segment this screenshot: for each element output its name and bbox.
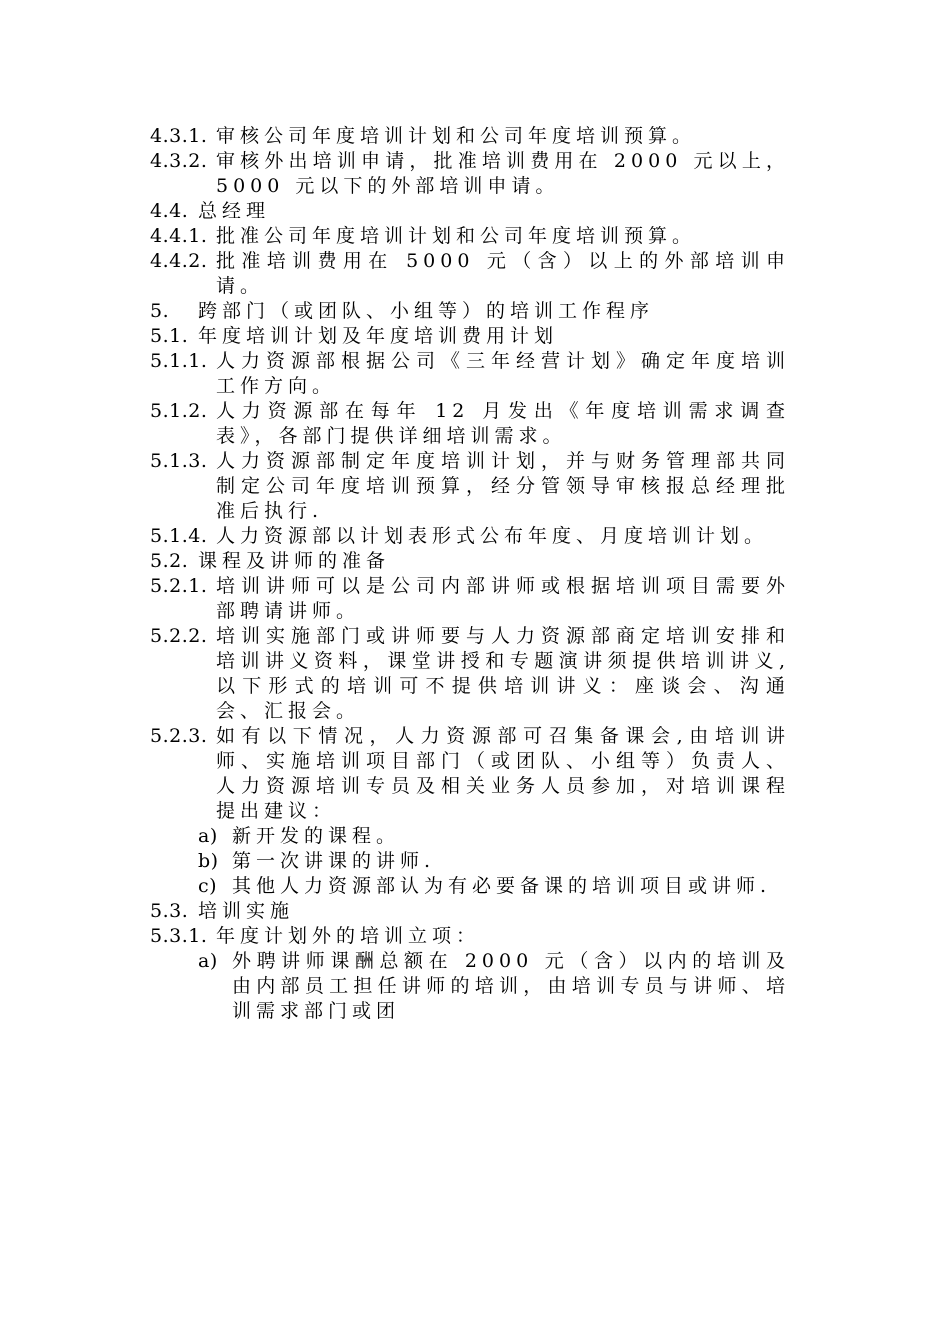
clause-4-4-2 — [150, 249, 790, 299]
section-title: 总经理 — [198, 200, 271, 222]
clause-5-3-1 — [150, 924, 790, 949]
section-number: 5.1. — [150, 325, 189, 347]
list-item-b — [150, 849, 790, 874]
clause-5-1-2 — [150, 399, 790, 449]
clause-number: 5.1.2. — [150, 400, 208, 422]
clause-4-3-1 — [150, 124, 790, 149]
list-item-c — [150, 874, 790, 899]
chapter-title: 跨部门（或团队、小组等）的培训工作程序 — [198, 300, 655, 322]
clause-5-1-1 — [150, 349, 790, 399]
clause-number: 5.2.3. — [150, 725, 208, 747]
section-5-1 — [150, 324, 790, 349]
list-item-a-2 — [150, 949, 790, 1024]
clause-5-2-3 — [150, 724, 790, 824]
section-title: 年度培训计划及年度培训费用计划 — [198, 325, 559, 347]
section-5-2 — [150, 549, 790, 574]
section-title: 培训实施 — [198, 900, 295, 922]
section-title: 课程及讲师的准备 — [198, 550, 391, 572]
document-body — [150, 124, 790, 1024]
clause-number: 5.3.1. — [150, 925, 208, 947]
clause-4-3-2 — [150, 149, 790, 199]
clause-text: 人力资源部以计划表形式公布年度、月度培训计划。 — [216, 525, 769, 547]
clause-number: 5.1.1. — [150, 350, 208, 372]
chapter-number: 5. — [150, 300, 170, 322]
clause-number: 5.1.3. — [150, 450, 208, 472]
clause-text: 人力资源部制定年度培训计划，并与财务管理部共同制定公司年度培训预算，经分管领导审核报总经理批准后执行. — [216, 450, 790, 522]
section-number: 4.4. — [150, 200, 189, 222]
clause-5-2-1 — [150, 574, 790, 624]
list-item-text: 新开发的课程。 — [232, 825, 401, 847]
clause-number: 5.2.1. — [150, 575, 208, 597]
clause-text: 如有以下情况，人力资源部可召集备课会,由培训讲师、实施培训项目部门（或团队、小组等）负责人、人力资源培训专员及相关业务人员参加，对培训课程提出建议： — [216, 725, 790, 822]
clause-number: 4.3.2. — [150, 150, 208, 172]
clause-5-1-3 — [150, 449, 790, 524]
list-marker: a) — [198, 825, 218, 847]
section-number: 5.2. — [150, 550, 189, 572]
list-marker: a) — [198, 950, 218, 972]
clause-text: 批准培训费用在 5000 元（含）以上的外部培训申请。 — [216, 250, 790, 297]
section-number: 5.3. — [150, 900, 189, 922]
list-item-a — [150, 824, 790, 849]
clause-4-4-1 — [150, 224, 790, 249]
clause-number: 5.2.2. — [150, 625, 208, 647]
clause-text: 培训实施部门或讲师要与人力资源部商定培训安排和培训讲义资料，课堂讲授和专题演讲须提供培训讲义,以下形式的培训可不提供培训讲义：座谈会、沟通会、汇报会。 — [216, 625, 790, 722]
clause-number: 4.4.2. — [150, 250, 208, 272]
list-item-text: 第一次讲课的讲师. — [232, 850, 436, 872]
clause-text: 审核公司年度培训计划和公司年度培训预算。 — [216, 125, 697, 147]
list-item-text: 外聘讲师课酬总额在 2000 元（含）以内的培训及由内部员工担任讲师的培训，由培训专员与讲师、培训需求部门或团 — [232, 950, 790, 1022]
clause-5-2-2 — [150, 624, 790, 724]
clause-5-1-4 — [150, 524, 790, 549]
clause-text: 人力资源部根据公司《三年经营计划》确定年度培训工作方向。 — [216, 350, 790, 397]
clause-text: 审核外出培训申请，批准培训费用在 2000 元以上，5000 元以下的外部培训申请。 — [216, 150, 790, 197]
clause-text: 年度计划外的培训立项： — [216, 925, 481, 947]
clause-text: 批准公司年度培训计划和公司年度培训预算。 — [216, 225, 697, 247]
clause-number: 5.1.4. — [150, 525, 208, 547]
section-5-3 — [150, 899, 790, 924]
list-marker: b) — [198, 850, 219, 872]
clause-text: 培训讲师可以是公司内部讲师或根据培训项目需要外部聘请讲师。 — [216, 575, 790, 622]
clause-text: 人力资源部在每年 12 月发出《年度培训需求调查表》，各部门提供详细培训需求。 — [216, 400, 790, 447]
clause-number: 4.4.1. — [150, 225, 208, 247]
clause-number: 4.3.1. — [150, 125, 208, 147]
list-marker: c) — [198, 875, 218, 897]
list-item-text: 其他人力资源部认为有必要备课的培训项目或讲师. — [232, 875, 772, 897]
section-4-4 — [150, 199, 790, 224]
chapter-5 — [150, 299, 790, 324]
